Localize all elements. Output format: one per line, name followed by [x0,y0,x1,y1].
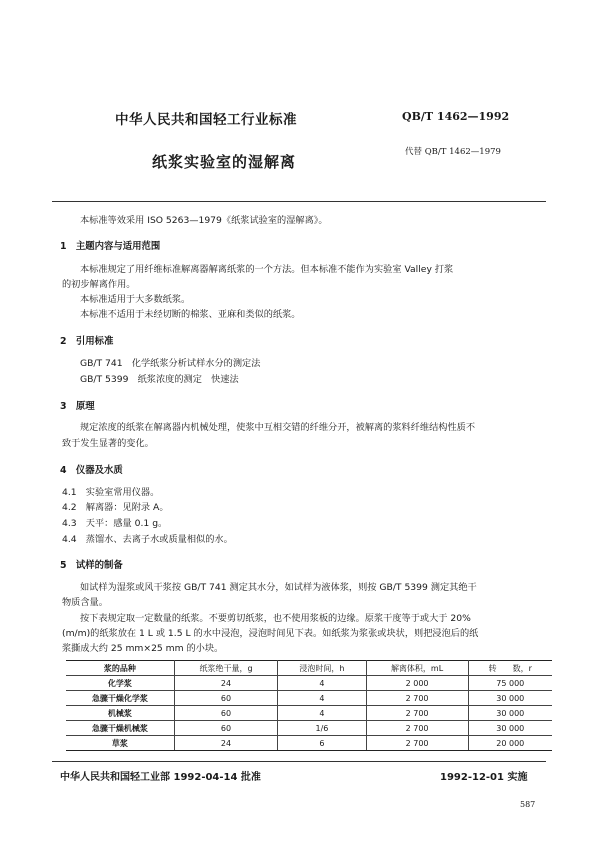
table-cell: 2 700 [366,721,468,736]
section-1-heading: 1 主题内容与适用范围 [60,241,161,252]
section-5-text: 浆撕成大约 25 mm×25 mm 的小块。 [62,643,224,654]
table-cell: 20 000 [468,736,552,751]
table-cell: 急骤干燥化学浆 [66,691,174,706]
table-cell: 1/6 [278,721,366,736]
table-cell: 2 700 [366,691,468,706]
section-1-text: 本标准适用于大多数纸浆。 [80,294,191,305]
section-2-heading: 2 引用标准 [60,336,114,347]
table-cell: 30 000 [468,706,552,721]
table-row [66,706,552,721]
table-cell: 化学浆 [66,676,174,691]
table-header-cell: 浆的品种 [66,661,174,676]
section-5-heading: 5 试样的制备 [60,560,123,571]
document-title: 纸浆实验室的湿解离 [152,153,297,171]
equipment-item: 4.1 实验室常用仪器。 [62,487,160,498]
section-5-text: 如试样为湿浆或风干浆按 GB/T 741 测定其水分，如试样为液体浆，则按 GB/T 5399 测定其绝干 [80,582,477,593]
section-3-text: 致于发生显著的变化。 [62,438,154,449]
table-cell: 60 [174,706,278,721]
table-cell: 24 [174,736,278,751]
equipment-item: 4.4 蒸馏水、去离子水或质量相似的水。 [62,534,233,545]
table-cell: 30 000 [468,721,552,736]
table-cell: 4 [278,691,366,706]
table-header-cell: 解离体积，mL [366,661,468,676]
section-1-text: 的初步解离作用。 [62,279,136,290]
standard-code: QB/T 1462—1992 [402,110,510,123]
section-3-heading: 3 原理 [60,401,95,412]
reference-item: GB/T 741 化学纸浆分析试样水分的测定法 [80,358,261,369]
section-1-text: 本标准不适用于未经切断的棉浆、亚麻和类似的纸浆。 [80,309,301,320]
table-header-cell: 转 数，r [468,661,552,676]
table-header-cell: 纸浆绝干量，g [174,661,278,676]
intro-paragraph: 本标准等效采用 ISO 5263—1979《纸浆试验室的湿解离》。 [80,215,328,226]
table-cell: 2 000 [366,676,468,691]
table-cell: 4 [278,706,366,721]
pulp-parameters-table [66,660,552,751]
table-cell: 24 [174,676,278,691]
table-cell: 急骤干燥机械浆 [66,721,174,736]
table-row [66,721,552,736]
table-cell: 60 [174,721,278,736]
section-4-heading: 4 仪器及水质 [60,465,123,476]
table-cell: 4 [278,676,366,691]
table-cell: 75 000 [468,676,552,691]
section-3-text: 规定浓度的纸浆在解离器内机械处理，使浆中互相交错的纤维分开，被解离的浆料纤维结构性质不 [80,422,476,433]
table-cell: 2 700 [366,706,468,721]
table-cell: 草浆 [66,736,174,751]
table-row [66,676,552,691]
section-5-text: (m/m)的纸浆放在 1 L 或 1.5 L 的水中浸泡，浸泡时间见下表。如纸浆为浆张或块状，则把浸泡后的纸 [62,628,479,639]
page-number: 587 [520,800,536,809]
section-1-text: 本标准规定了用纤维标准解离器解离纸浆的一个方法。但本标准不能作为实验室 Valley 打浆 [80,264,454,275]
footer-divider [52,761,546,762]
table-header-cell: 浸泡时间，h [278,661,366,676]
equipment-item: 4.2 解离器：见附录 A。 [62,502,169,513]
table-cell: 6 [278,736,366,751]
table-header-row [66,661,552,676]
approval-note: 中华人民共和国轻工业部 1992-04-14 批准 [60,772,261,783]
table-cell: 30 000 [468,691,552,706]
table-row [66,691,552,706]
equipment-item: 4.3 天平：感量 0.1 g。 [62,518,168,529]
table-row [66,736,552,751]
section-5-text: 按下表规定取一定数量的纸浆。不要剪切纸浆，也不使用浆板的边缘。原浆干度等于或大于 20% [80,613,471,624]
section-5-text: 物质含量。 [62,597,108,608]
reference-item: GB/T 5399 纸浆浓度的测定 快速法 [80,374,239,385]
table-cell: 60 [174,691,278,706]
implementation-date: 1992-12-01 实施 [440,772,528,783]
replaces-note: 代替 QB/T 1462—1979 [405,147,501,157]
header-divider [52,201,546,202]
issuing-organization: 中华人民共和国轻工行业标准 [115,112,297,128]
table-cell: 机械浆 [66,706,174,721]
table-cell: 2 700 [366,736,468,751]
